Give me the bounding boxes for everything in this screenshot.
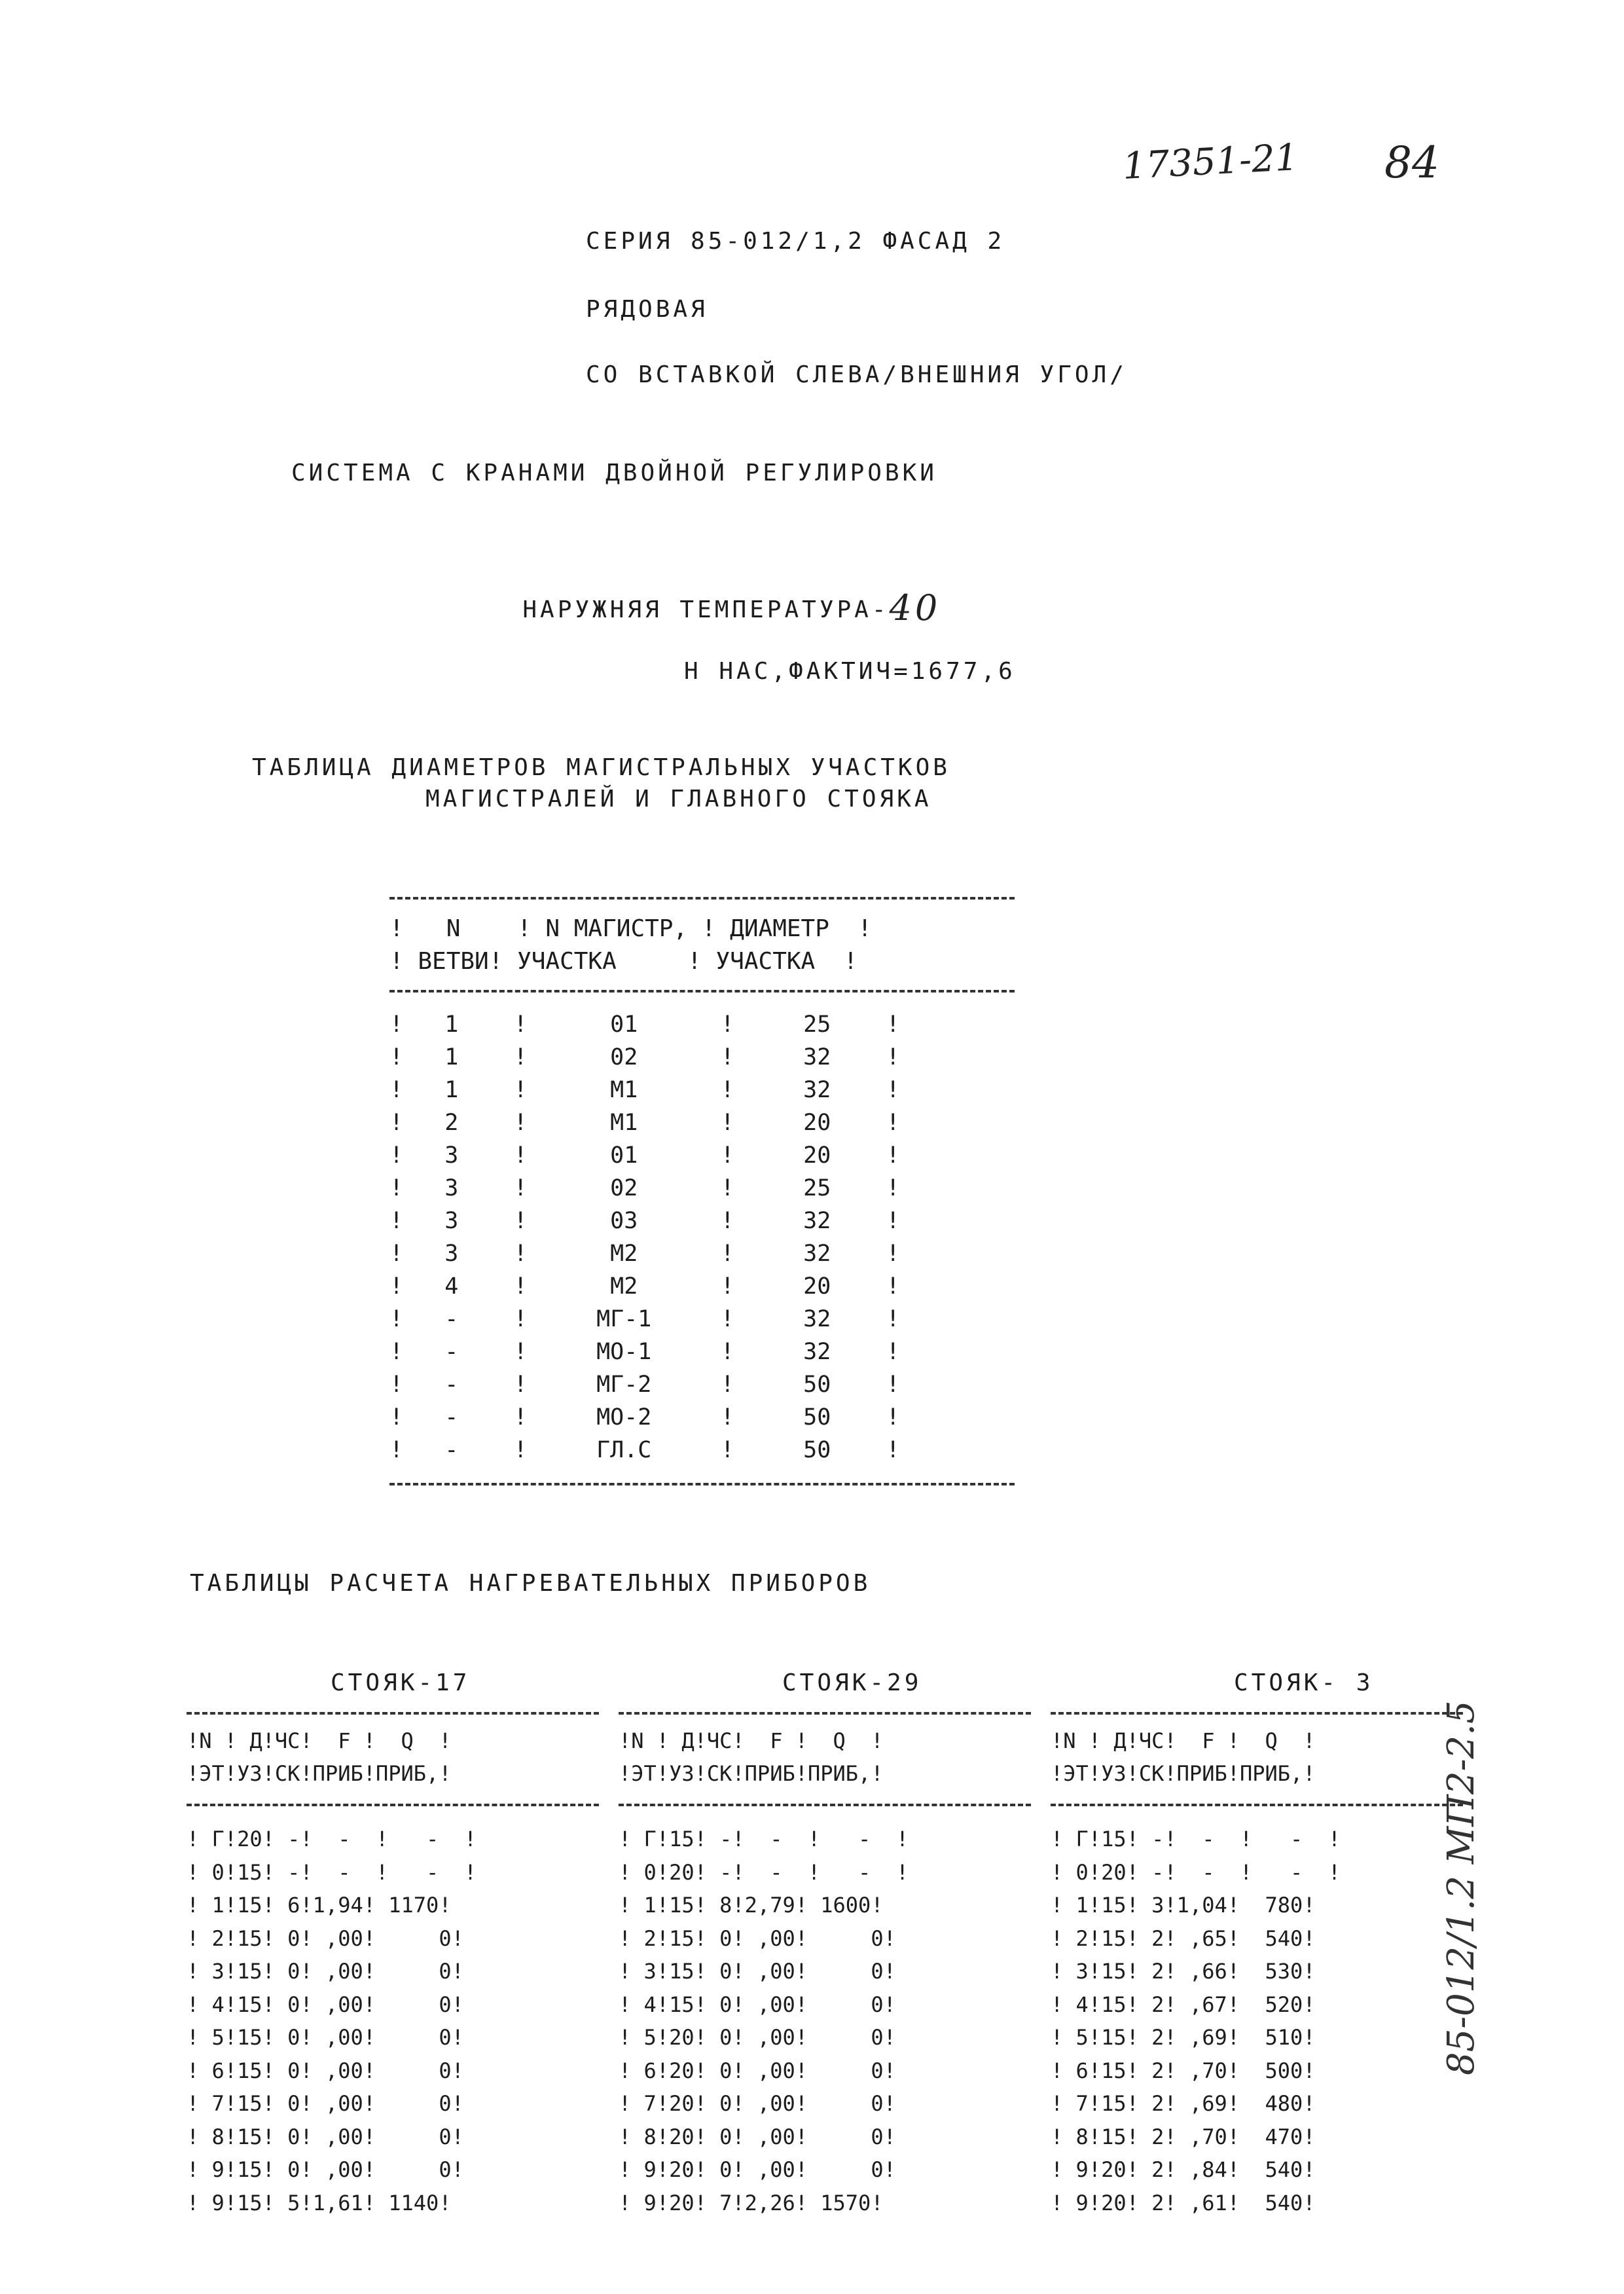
series-line: СЕРИЯ 85-012/1,2 ФАСАД 2 xyxy=(586,228,1005,255)
riser-3-header-row-1: !N ! Д!ЧС! F ! Q ! xyxy=(1051,1728,1316,1753)
riser-3-row: ! Г!15! -! - ! - ! xyxy=(1051,1827,1341,1851)
riser-3-row: ! 8!15! 2! ,70! 470! xyxy=(1051,2124,1316,2149)
riser-29-row: ! 0!20! -! - ! - ! xyxy=(619,1859,909,1885)
diameter-table-row: ! 1 ! 02 ! 32 ! xyxy=(389,1044,900,1070)
riser-17-row: ! 6!15! 0! ,00! 0! xyxy=(187,2058,464,2083)
diameter-table-row: ! 3 ! 02 ! 25 ! xyxy=(389,1175,900,1201)
diameter-table-bottom-rule xyxy=(389,1483,1015,1485)
riser-3-row: ! 6!15! 2! ,70! 500! xyxy=(1051,2058,1316,2083)
variant-line: СО ВСТАВКОЙ СЛЕВА/ВНЕШНИЯ УГОЛ/ xyxy=(586,361,1127,388)
riser-17-top-rule xyxy=(187,1712,599,1715)
riser-17-name: СТОЯК-17 xyxy=(331,1669,471,1696)
riser-3-row: ! 3!15! 2! ,66! 530! xyxy=(1051,1959,1316,1984)
riser-17-row: ! 3!15! 0! ,00! 0! xyxy=(187,1959,464,1984)
riser-29-header-row-1: !N ! Д!ЧС! F ! Q ! xyxy=(619,1728,884,1753)
diameter-table-row: ! 3 ! М2 ! 32 ! xyxy=(389,1241,900,1267)
riser-29-row: ! 8!20! 0! ,00! 0! xyxy=(619,2124,896,2149)
riser-17-row: ! 8!15! 0! ,00! 0! xyxy=(187,2124,464,2149)
diameter-table-row: ! 2 ! М1 ! 20 ! xyxy=(389,1110,900,1136)
heater-tables-title: ТАБЛИЦЫ РАСЧЕТА НАГРЕВАТЕЛЬНЫХ ПРИБОРОВ xyxy=(190,1570,871,1597)
riser-17-row: ! 4!15! 0! ,00! 0! xyxy=(187,1992,464,2017)
diameter-table-row: ! - ! ГЛ.С ! 50 ! xyxy=(389,1437,900,1463)
riser-29-row: ! 3!15! 0! ,00! 0! xyxy=(619,1959,896,1984)
riser-17-row: ! Г!20! -! - ! - ! xyxy=(187,1827,477,1851)
riser-3-header-rule xyxy=(1051,1804,1463,1806)
diameter-table-title: ТАБЛИЦА ДИАМЕТРОВ МАГИСТРАЛЬНЫХ УЧАСТКОВ xyxy=(252,754,950,781)
side-series-stamp: 85-012/1.2 МП2-2.5 xyxy=(1440,1700,1483,2075)
riser-17-row: ! 9!15! 0! ,00! 0! xyxy=(187,2157,464,2182)
riser-29-row: ! Г!15! -! - ! - ! xyxy=(619,1827,909,1851)
riser-3-top-rule xyxy=(1051,1712,1463,1715)
riser-17-row: ! 9!15! 5!1,61! 1140! xyxy=(187,2190,452,2215)
riser-3-row: ! 7!15! 2! ,69! 480! xyxy=(1051,2091,1316,2116)
pressure-line: Н НАС,ФАКТИЧ=1677,6 xyxy=(684,658,1016,685)
riser-17-row: ! 5!15! 0! ,00! 0! xyxy=(187,2025,464,2050)
diameter-table-row: ! 1 ! 01 ! 25 ! xyxy=(389,1011,900,1038)
riser-3-row: ! 2!15! 2! ,65! 540! xyxy=(1051,1925,1316,1951)
riser-17-row: ! 0!15! -! - ! - ! xyxy=(187,1859,477,1885)
riser-29-row: ! 9!20! 0! ,00! 0! xyxy=(619,2157,896,2182)
riser-17-header-row-1: !N ! Д!ЧС! F ! Q ! xyxy=(187,1728,452,1753)
diameter-table-row: ! 1 ! М1 ! 32 ! xyxy=(389,1077,900,1103)
diameter-table-header-rule xyxy=(389,990,1015,992)
riser-3-name: СТОЯК- 3 xyxy=(1234,1669,1374,1696)
riser-3-row: ! 9!20! 2! ,84! 540! xyxy=(1051,2157,1316,2182)
riser-17-row: ! 1!15! 6!1,94! 1170! xyxy=(187,1893,452,1918)
riser-17-header-row-2: !ЭТ!УЗ!СК!ПРИБ!ПРИБ,! xyxy=(187,1761,452,1786)
riser-29-row: ! 5!20! 0! ,00! 0! xyxy=(619,2025,896,2050)
diameter-table-row: ! - ! МГ-2 ! 50 ! xyxy=(389,1372,900,1398)
outdoor-temperature-line xyxy=(488,558,941,626)
riser-17-row: ! 7!15! 0! ,00! 0! xyxy=(187,2091,464,2116)
diameter-table-subtitle: МАГИСТРАЛЕЙ И ГЛАВНОГО СТОЯКА xyxy=(425,786,932,812)
page-number-handwritten: 84 xyxy=(1384,137,1439,188)
diameter-table-top-rule xyxy=(389,897,1015,900)
riser-3-row: ! 5!15! 2! ,69! 510! xyxy=(1051,2025,1316,2050)
document-number-handwritten: 17351-21 xyxy=(1121,136,1299,188)
riser-29-name: СТОЯК-29 xyxy=(782,1669,922,1696)
system-line: СИСТЕМА С КРАНАМИ ДВОЙНОЙ РЕГУЛИРОВКИ xyxy=(291,460,937,486)
riser-29-header-rule xyxy=(619,1804,1031,1806)
diameter-table-row: ! 4 ! М2 ! 20 ! xyxy=(389,1273,900,1300)
diameter-table-row: ! - ! МГ-1 ! 32 ! xyxy=(389,1306,900,1332)
riser-3-row: ! 0!20! -! - ! - ! xyxy=(1051,1859,1341,1885)
type-line: РЯДОВАЯ xyxy=(586,296,708,323)
diameter-table-row: ! - ! МО-2 ! 50 ! xyxy=(389,1404,900,1430)
riser-29-header-row-2: !ЭТ!УЗ!СК!ПРИБ!ПРИБ,! xyxy=(619,1761,884,1786)
riser-29-top-rule xyxy=(619,1712,1031,1715)
riser-17-header-rule xyxy=(187,1804,599,1806)
riser-29-row: ! 1!15! 8!2,79! 1600! xyxy=(619,1893,884,1918)
riser-29-row: ! 6!20! 0! ,00! 0! xyxy=(619,2058,896,2083)
riser-3-row: ! 9!20! 2! ,61! 540! xyxy=(1051,2190,1316,2215)
diameter-table-header-row-2: ! ВЕТВИ! УЧАСТКА ! УЧАСТКА ! xyxy=(389,948,858,975)
diameter-table-header-row-1: ! N ! N МАГИСТР, ! ДИАМЕТР ! xyxy=(389,915,872,942)
riser-3-row: ! 1!15! 3!1,04! 780! xyxy=(1051,1893,1316,1918)
diameter-table-row: ! - ! МО-1 ! 32 ! xyxy=(389,1339,900,1365)
riser-3-header-row-2: !ЭТ!УЗ!СК!ПРИБ!ПРИБ,! xyxy=(1051,1761,1316,1786)
riser-29-row: ! 9!20! 7!2,26! 1570! xyxy=(619,2190,884,2215)
diameter-table-row: ! 3 ! 01 ! 20 ! xyxy=(389,1142,900,1169)
riser-29-row: ! 4!15! 0! ,00! 0! xyxy=(619,1992,896,2017)
outdoor-temperature-label: НАРУЖНЯЯ ТЕМПЕРАТУРА- xyxy=(522,596,890,623)
outdoor-temperature-value: 40 xyxy=(889,587,941,628)
riser-3-row: ! 4!15! 2! ,67! 520! xyxy=(1051,1992,1316,2017)
riser-29-row: ! 7!20! 0! ,00! 0! xyxy=(619,2091,896,2116)
diameter-table-row: ! 3 ! 03 ! 32 ! xyxy=(389,1208,900,1234)
riser-17-row: ! 2!15! 0! ,00! 0! xyxy=(187,1925,464,1951)
riser-29-row: ! 2!15! 0! ,00! 0! xyxy=(619,1925,896,1951)
